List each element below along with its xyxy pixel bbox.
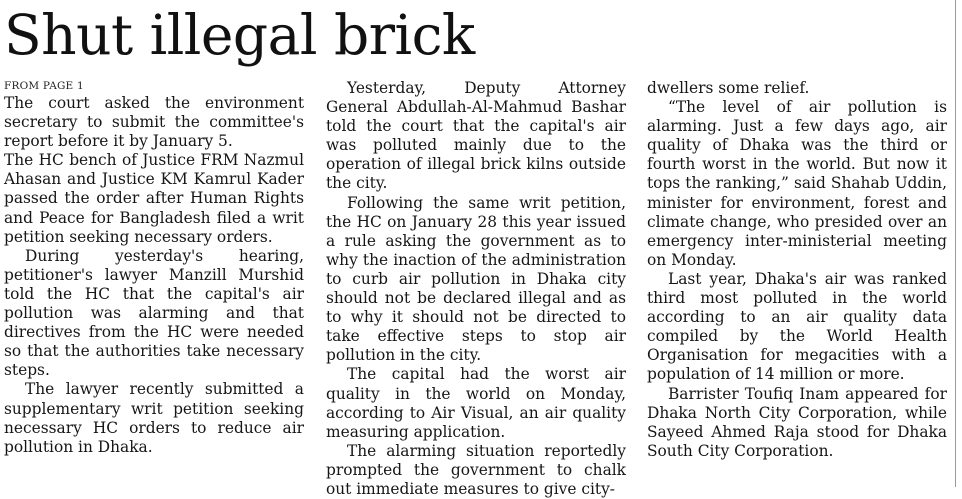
paragraph: Following the same writ petition, the HC on January 28 this year issued a rule asking the government as to why the inaction of the administration to curb air pollution in Dhaka city should not be declared illegal and as to why it should not be directed to take effective steps to stop air pollution in the city. [326, 193, 626, 365]
paragraph: The alarming situation reportedly prompted the government to chalk out immediate measures to give city- [326, 441, 626, 498]
article-column-3 [647, 79, 947, 461]
paragraph: Last year, Dhaka's air was ranked third most polluted in the world according to an air quality data compiled by the World Health Organisation for megacities with a population of 14 million or more. [647, 269, 947, 384]
column-rule [955, 0, 956, 487]
paragraph: The HC bench of Justice FRM Nazmul Ahasan and Justice KM Kamrul Kader passed the order after Human Rights and Peace for Bangladesh filed a writ petition seeking necessary orders. [4, 151, 304, 246]
paragraph: The lawyer recently submitted a supplementary writ petition seeking necessary HC orders to reduce air pollution in Dhaka. [4, 380, 304, 456]
paragraph: The capital had the worst air quality in the world on Monday, according to Air Visual, an air quality measuring application. [326, 365, 626, 441]
paragraph: “The level of air pollution is alarming. Just a few days ago, air quality of Dhaka was the third or fourth worst in the world. But now it tops the ranking,” said Shahab Uddin, minister for environment, forest and climate change, who presided over an emergency inter-ministerial meeting on Monday. [647, 98, 947, 269]
headline: Shut illegal brick [4, 3, 475, 67]
paragraph: The court asked the environment secretary to submit the committee's report before it by January 5. [4, 94, 304, 151]
paragraph: Barrister Toufiq Inam appeared for Dhaka North City Corporation, while Sayeed Ahmed Raja stood for Dhaka South City Corporation. [647, 384, 947, 460]
continuation-kicker: FROM PAGE 1 [4, 80, 84, 92]
article-column-2 [326, 79, 626, 499]
paragraph: During yesterday's hearing, petitioner's lawyer Manzill Murshid told the HC that the capital's air pollution was alarming and that directives from the HC were needed so that the authorities take necessary steps. [4, 246, 304, 380]
paragraph: dwellers some relief. [647, 79, 810, 97]
article-column-1 [4, 79, 304, 457]
paragraph: Yesterday, Deputy Attorney General Abdullah-Al-Mahmud Bashar told the court that the capital's air was polluted mainly due to the operation of illegal brick kilns outside the city. [326, 79, 626, 193]
